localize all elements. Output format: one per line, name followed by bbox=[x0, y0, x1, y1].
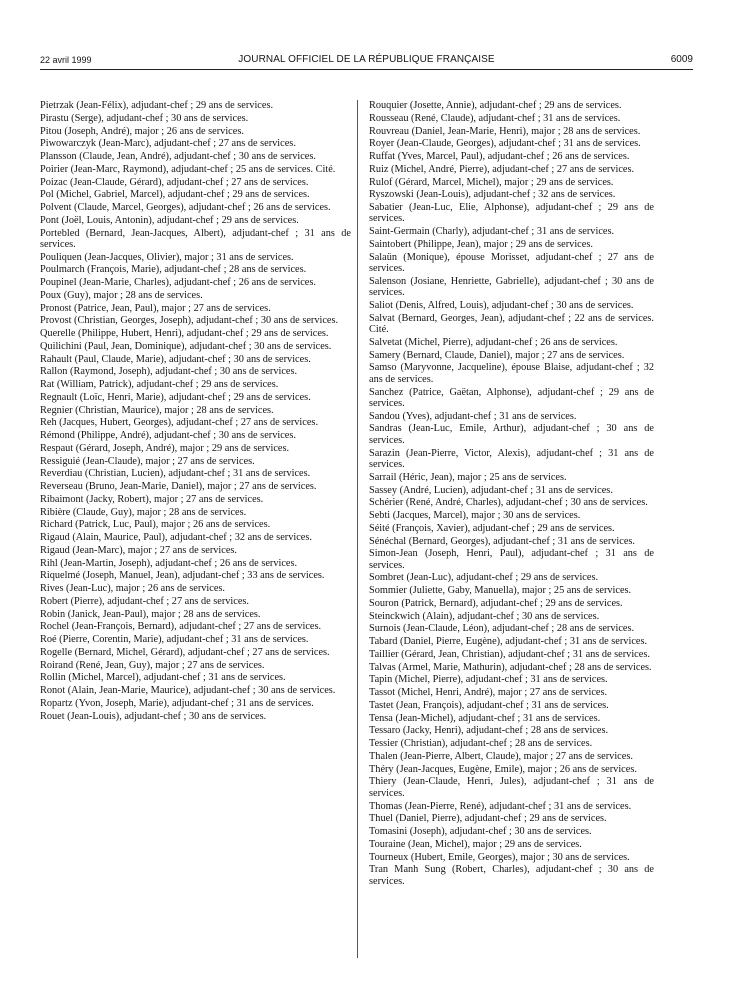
list-item: Saintobert (Philippe, Jean), major ; 29 ans de services. bbox=[369, 238, 593, 250]
list-item: Poirier (Jean-Marc, Raymond), adjudant-chef ; 25 ans de services. Cité. bbox=[40, 163, 336, 175]
list-item: Touraine (Jean, Michel), major ; 29 ans de services. bbox=[369, 838, 582, 850]
list-item: Regnier (Christian, Maurice), major ; 28 ans de services. bbox=[40, 404, 274, 416]
list-item: Provost (Christian, Georges, Joseph), adjudant-chef ; 30 ans de services. bbox=[40, 315, 339, 327]
list-item: Tomasini (Joseph), adjudant-chef ; 30 ans de services. bbox=[369, 826, 592, 838]
list-item: Sarazin (Jean-Pierre, Victor, Alexis), adjudant-chef ; 31 ans de services. bbox=[369, 447, 654, 470]
list-item: Sabatier (Jean-Luc, Elie, Alphonse), adjudant-chef ; 29 ans de services. bbox=[369, 202, 654, 225]
list-item: Sarrail (Héric, Jean), major ; 25 ans de services. bbox=[369, 471, 567, 483]
list-item: Portebled (Bernard, Jean-Jacques, Albert), adjudant-chef ; 31 ans de services. bbox=[40, 227, 351, 250]
journal-title: JOURNAL OFFICIEL DE LA RÉPUBLIQUE FRANÇAISE bbox=[238, 54, 495, 65]
list-item: Tourneux (Hubert, Emile, Georges), major ; 30 ans de services. bbox=[369, 851, 630, 863]
list-item: Sebti (Jacques, Marcel), major ; 30 ans de services. bbox=[369, 510, 581, 521]
list-item: Respaut (Gérard, Joseph, André), major ; 29 ans de services. bbox=[40, 442, 290, 454]
list-item: Robin (Janick, Jean-Paul), major ; 28 ans de services. bbox=[40, 608, 261, 620]
list-item: Regnault (Loïc, Henri, Marie), adjudant-chef ; 29 ans de services. bbox=[40, 391, 311, 403]
list-item: Souron (Patrick, Bernard), adjudant-chef ; 29 ans de services. bbox=[369, 597, 623, 609]
list-item: Polvent (Claude, Marcel, Georges), adjudant-chef ; 26 ans de services. bbox=[40, 202, 331, 213]
list-item: Rallon (Raymond, Joseph), adjudant-chef ; 30 ans de services. bbox=[40, 366, 298, 378]
list-item: Salaün (Monique), épouse Morisset, adjudant-chef ; 27 ans de services. bbox=[369, 251, 654, 275]
list-item: Roé (Pierre, Corentin, Marie), adjudant-chef ; 31 ans de services. bbox=[40, 634, 309, 646]
list-item: Saint-Germain (Charly), adjudant-chef ; 31 ans de services. bbox=[369, 226, 615, 238]
list-item: Sombret (Jean-Luc), adjudant-chef ; 29 ans de services. bbox=[369, 572, 599, 584]
list-item: Thalen (Jean-Pierre, Albert, Claude), major ; 27 ans de services. bbox=[369, 750, 633, 762]
list-item: Ribaimont (Jacky, Robert), major ; 27 ans de services. bbox=[40, 493, 264, 505]
right-column bbox=[369, 100, 654, 888]
list-item: Steinckwich (Alain), adjudant-chef ; 30 ans de services. bbox=[369, 610, 600, 622]
list-item: Quilichini (Paul, Jean, Dominique), adjudant-chef ; 30 ans de services. bbox=[40, 340, 332, 352]
list-item: Samso (Maryvonne, Jacqueline), épouse Blaise, adjudant-chef ; 32 ans de services. bbox=[369, 362, 654, 385]
list-item: Rouvreau (Daniel, Jean-Marie, Henri), major ; 28 ans de services. bbox=[369, 125, 641, 137]
list-item: Tabard (Daniel, Pierre, Eugène), adjudant-chef ; 31 ans de services. bbox=[369, 636, 648, 648]
list-item: Royer (Jean-Claude, Georges), adjudant-chef ; 31 ans de services. bbox=[369, 138, 641, 150]
list-item: Tassot (Michel, Henri, André), major ; 27 ans de services. bbox=[369, 687, 608, 699]
list-item: Poupinel (Jean-Marie, Charles), adjudant-chef ; 26 ans de services. bbox=[40, 277, 316, 289]
publication-date: 22 avril 1999 bbox=[40, 55, 92, 65]
list-item: Poizac (Jean-Claude, Gérard), adjudant-chef ; 27 ans de services. bbox=[40, 176, 309, 188]
list-item: Ropartz (Yvon, Joseph, Marie), adjudant-chef ; 31 ans de services. bbox=[40, 697, 314, 709]
list-item: Thuel (Daniel, Pierre), adjudant-chef ; 29 ans de services. bbox=[369, 813, 607, 825]
list-item: Sénéchal (Bernard, Georges), adjudant-chef ; 31 ans de services. bbox=[369, 535, 635, 547]
list-item: Rogelle (Bernard, Michel, Gérard), adjudant-chef ; 27 ans de services. bbox=[40, 646, 330, 658]
list-item: Rahault (Paul, Claude, Marie), adjudant-chef ; 30 ans de services. bbox=[40, 353, 311, 365]
list-item: Pouliquen (Jean-Jacques, Olivier), major ; 31 ans de services. bbox=[40, 251, 294, 263]
list-item: Reverseau (Bruno, Jean-Marie, Daniel), major ; 27 ans de services. bbox=[40, 481, 317, 493]
left-column bbox=[40, 100, 351, 723]
list-item: Thomas (Jean-Pierre, René), adjudant-chef ; 31 ans de services. bbox=[369, 800, 632, 812]
list-item: Rives (Jean-Luc), major ; 26 ans de services. bbox=[40, 583, 225, 595]
list-item: Roirand (René, Jean, Guy), major ; 27 ans de services. bbox=[40, 659, 265, 671]
list-item: Talvas (Armel, Marie, Mathurin), adjudant-chef ; 28 ans de services. bbox=[369, 661, 652, 673]
list-item: Sassey (André, Lucien), adjudant-chef ; 31 ans de services. bbox=[369, 484, 613, 496]
list-item: Tastet (Jean, François), adjudant-chef ; 31 ans de services. bbox=[369, 699, 609, 711]
list-item: Ribière (Claude, Guy), major ; 28 ans de services. bbox=[40, 506, 247, 518]
list-item: Ruffat (Yves, Marcel, Paul), adjudant-chef ; 26 ans de services. bbox=[369, 151, 630, 162]
list-item: Rigaud (Alain, Maurice, Paul), adjudant-chef ; 32 ans de services. bbox=[40, 532, 312, 544]
list-item: Rihl (Jean-Martin, Joseph), adjudant-chef ; 26 ans de services. bbox=[40, 557, 298, 569]
list-item: Ruiz (Michel, André, Pierre), adjudant-chef ; 27 ans de services. bbox=[369, 163, 635, 175]
list-item: Rouquier (Josette, Annie), adjudant-chef ; 29 ans de services. bbox=[369, 100, 622, 111]
list-item: Rulof (Gérard, Marcel, Michel), major ; 29 ans de services. bbox=[369, 176, 614, 188]
list-item: Salvetat (Michel, Pierre), adjudant-chef ; 26 ans de services. bbox=[369, 336, 618, 348]
list-item: Robert (Pierre), adjudant-chef ; 27 ans de services. bbox=[40, 595, 250, 607]
list-item: Théry (Jean-Jacques, Eugène, Emile), major ; 26 ans de services. bbox=[369, 763, 637, 775]
list-item: Reverdiau (Christian, Lucien), adjudant-chef ; 31 ans de services. bbox=[40, 468, 311, 480]
list-item: Tensa (Jean-Michel), adjudant-chef ; 31 ans de services. bbox=[369, 712, 601, 724]
list-item: Plansson (Claude, Jean, André), adjudant-chef ; 30 ans de services. bbox=[40, 151, 316, 162]
page-number: 6009 bbox=[670, 54, 693, 65]
list-item: Ronot (Alain, Jean-Marie, Maurice), adjudant-chef ; 30 ans de services. bbox=[40, 685, 336, 697]
list-item: Surnois (Jean-Claude, Léon), adjudant-chef ; 28 ans de services. bbox=[369, 623, 635, 635]
list-item: Sanchez (Patrice, Gaëtan, Alphonse), adjudant-chef ; 29 ans de services. bbox=[369, 386, 654, 409]
list-item: Salenson (Josiane, Henriette, Gabrielle), adjudant-chef ; 30 ans de services. bbox=[369, 275, 654, 299]
list-item: Reh (Jacques, Hubert, Georges), adjudant-chef ; 27 ans de services. bbox=[40, 417, 319, 429]
list-item: Riquelmé (Joseph, Manuel, Jean), adjudant-chef ; 33 ans de services. bbox=[40, 570, 325, 582]
list-item: Rigaud (Jean-Marc), major ; 27 ans de services. bbox=[40, 544, 238, 556]
list-item: Rollin (Michel, Marcel), adjudant-chef ; 31 ans de services. bbox=[40, 672, 286, 684]
list-item: Samery (Bernard, Claude, Daniel), major ; 27 ans de services. bbox=[369, 349, 625, 361]
column-divider bbox=[357, 100, 358, 958]
list-item: Tessier (Christian), adjudant-chef ; 28 ans de services. bbox=[369, 738, 593, 750]
list-item: Thiery (Jean-Claude, Henri, Jules), adjudant-chef ; 31 ans de services. bbox=[369, 776, 654, 799]
list-item: Schérier (René, André, Charles), adjudant-chef ; 30 ans de services. bbox=[369, 497, 648, 509]
list-item: Tran Manh Sung (Robert, Charles), adjudant-chef ; 30 ans de services. bbox=[369, 864, 654, 887]
list-item: Simon-Jean (Joseph, Henri, Paul), adjudant-chef ; 31 ans de services. bbox=[369, 548, 654, 571]
list-item: Poulmarch (François, Marie), adjudant-chef ; 28 ans de services. bbox=[40, 264, 307, 276]
list-item: Rat (William, Patrick), adjudant-chef ; 29 ans de services. bbox=[40, 379, 279, 391]
list-item: Pitou (Joseph, André), major ; 26 ans de services. bbox=[40, 125, 244, 137]
list-item: Pirastu (Serge), adjudant-chef ; 30 ans de services. bbox=[40, 112, 249, 124]
list-item: Rochel (Jean-François, Bernard), adjudant-chef ; 27 ans de services. bbox=[40, 621, 322, 633]
list-item: Pont (Joël, Louis, Antonin), adjudant-chef ; 29 ans de services. bbox=[40, 214, 299, 226]
list-item: Séité (François, Xavier), adjudant-chef ; 29 ans de services. bbox=[369, 522, 615, 534]
list-item: Sommier (Juliette, Gaby, Manuella), major ; 25 ans de services. bbox=[369, 585, 632, 597]
list-item: Tapin (Michel, Pierre), adjudant-chef ; 31 ans de services. bbox=[369, 674, 608, 686]
list-item: Pol (Michel, Gabriel, Marcel), adjudant-chef ; 29 ans de services. bbox=[40, 189, 310, 201]
list-item: Sandras (Jean-Luc, Emile, Arthur), adjudant-chef ; 30 ans de services. bbox=[369, 423, 654, 446]
list-item: Ressiguié (Jean-Claude), major ; 27 ans de services. bbox=[40, 455, 255, 467]
list-item: Rousseau (René, Claude), adjudant-chef ; 31 ans de services. bbox=[369, 112, 621, 124]
list-item: Tessaro (Jacky, Henri), adjudant-chef ; 28 ans de services. bbox=[369, 725, 609, 737]
list-item: Rémond (Philippe, André), adjudant-chef ; 30 ans de services. bbox=[40, 430, 296, 442]
list-item: Taillier (Gérard, Jean, Christian), adjudant-chef ; 31 ans de services. bbox=[369, 648, 650, 660]
list-item: Saliot (Denis, Alfred, Louis), adjudant-chef ; 30 ans de services. bbox=[369, 299, 634, 311]
list-item: Richard (Patrick, Luc, Paul), major ; 26 ans de services. bbox=[40, 519, 271, 531]
list-item: Querelle (Philippe, Hubert, Henri), adjudant-chef ; 29 ans de services. bbox=[40, 328, 329, 340]
list-item: Ryszowski (Jean-Louis), adjudant-chef ; 32 ans de services. bbox=[369, 189, 616, 201]
list-item: Rouet (Jean-Louis), adjudant-chef ; 30 ans de services. bbox=[40, 710, 267, 722]
list-item: Pietrzak (Jean-Félix), adjudant-chef ; 29 ans de services. bbox=[40, 100, 274, 111]
list-item: Piwowarczyk (Jean-Marc), adjudant-chef ; 27 ans de services. bbox=[40, 138, 296, 150]
header-rule bbox=[40, 69, 693, 70]
list-item: Salvat (Bernard, Georges, Jean), adjudant-chef ; 22 ans de services. Cité. bbox=[369, 312, 654, 336]
list-item: Poux (Guy), major ; 28 ans de services. bbox=[40, 289, 203, 301]
list-item: Pronost (Patrice, Jean, Paul), major ; 27 ans de services. bbox=[40, 302, 271, 314]
list-item: Sandou (Yves), adjudant-chef ; 31 ans de services. bbox=[369, 410, 577, 422]
